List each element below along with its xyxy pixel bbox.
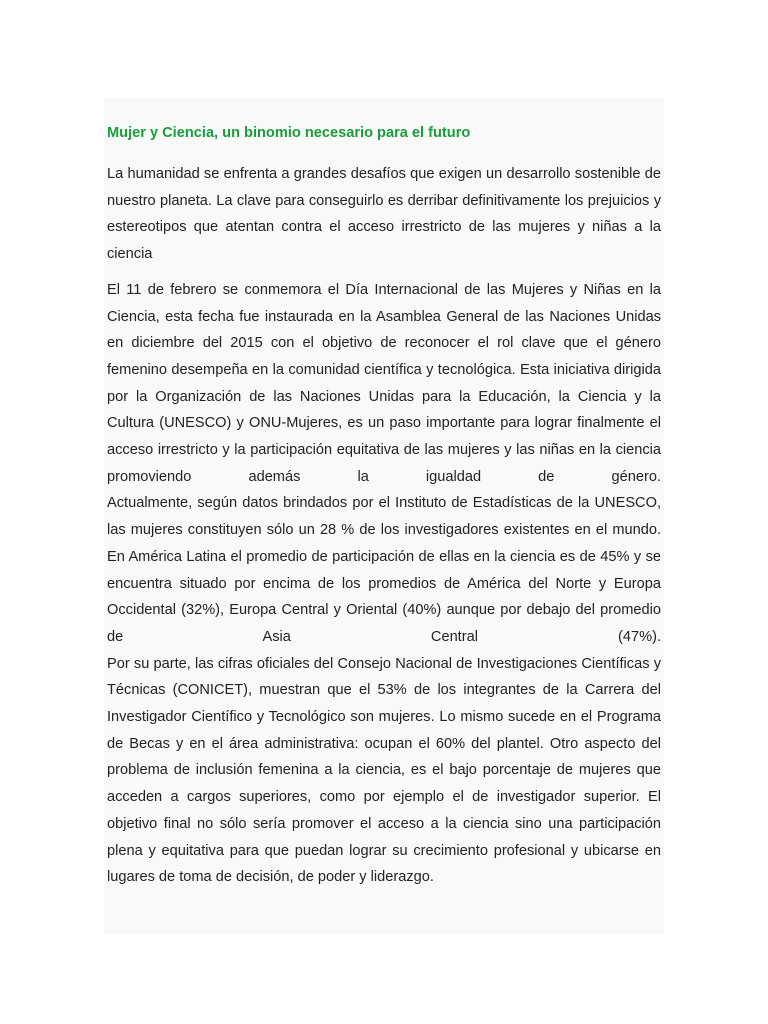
- paragraph-body: [107, 277, 661, 891]
- article-block: [104, 98, 664, 934]
- paragraph-segment-3: Por su parte, las cifras oficiales del Consejo Nacional de Investigaciones Científicas y Técnicas (CONICET), muestran que el 53% de los integrantes de la Carrera del Investigador Científico y Tecnológico son mujeres. Lo mismo sucede en el Programa de Becas y en el área administrativa: ocupan el 60% del plantel. Otro aspecto del problema de inclusión femenina a la ciencia, es el bajo porcentaje de mujeres que acceden a cargos superiores, como por ejemplo el de investigador superior. El objetivo final no sólo sería promover el acceso a la ciencia sino una participación plena y equitativa para que puedan lograr su crecimiento profesional y ubicarse en lugares de toma de decisión, de poder y liderazgo.: [107, 655, 661, 886]
- paragraph-segment-1: El 11 de febrero se conmemora el Día Internacional de las Mujeres y Niñas en la Ciencia, esta fecha fue instaurada en la Asamblea General de las Naciones Unidas en diciembre del 2015 con el objetivo de reconocer el rol clave que el género femenino desempeña en la comunidad científica y tecnológica. Esta iniciativa dirigida por la Organización de las Naciones Unidas para la Educación, la Ciencia y la Cultura (UNESCO) y ONU-Mujeres, es un paso importante para lograr finalmente el acceso irrestricto y la participación equitativa de las mujeres y las niñas en la ciencia promoviendo además la igualdad de género.: [107, 281, 661, 485]
- paragraph-segment-2: Actualmente, según datos brindados por el Instituto de Estadísticas de la UNESCO, las mujeres constituyen sólo un 28 % de los investigadores existentes en el mundo. En América Latina el promedio de participación de ellas en la ciencia es de 45% y se encuentra situado por encima de los promedios de América del Norte y Europa Occidental (32%), Europa Central y Oriental (40%) aunque por debajo del promedio de Asia Central (47%).: [107, 495, 661, 645]
- paragraph-intro: La humanidad se enfrenta a grandes desafíos que exigen un desarrollo sostenible de nuestro planeta. La clave para conseguirlo es derribar definitivamente los prejuicios y estereotipos que atentan contra el acceso irrestricto de las mujeres y niñas a la ciencia: [107, 166, 661, 263]
- article-title: Mujer y Ciencia, un binomio necesario para el futuro: [107, 125, 471, 141]
